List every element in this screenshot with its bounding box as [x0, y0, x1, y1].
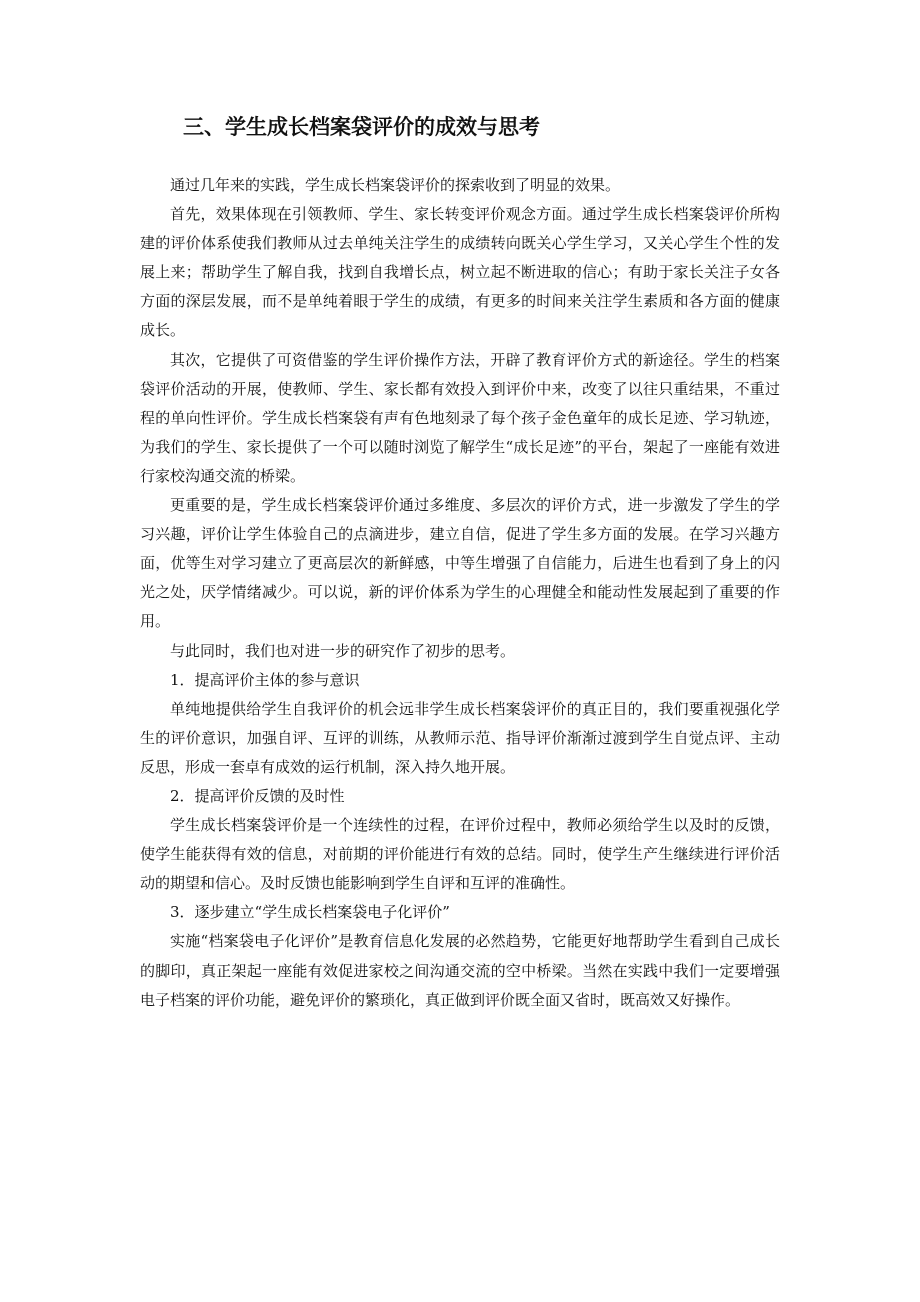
paragraph-point-2: 学生成长档案袋评价是一个连续性的过程，在评价过程中，教师必须给学生以及时的反馈，使学生能获得有效的信息，对前期的评价能进行有效的总结。同时，使学生产生继续进行评价活动的期望和信心。及时反馈也能影响到学生自评和互评的准确性。 [140, 816, 780, 893]
paragraph-point-1: 单纯地提供给学生自我评价的机会远非学生成长档案袋评价的真正目的，我们要重视强化学生的评价意识，加强自评、互评的训练，从教师示范、指导评价渐渐过渡到学生自觉点评、主动反思，形成一套卓有成效的运行机制，深入持久地开展。 [140, 699, 780, 776]
paragraph-first-effect: 首先，效果体现在引领教师、学生、家长转变评价观念方面。通过学生成长档案袋评价所构建的评价体系使我们教师从过去单纯关注学生的成绩转向既关心学生学习，又关心学生个性的发展上来；帮助学生了解自我，找到自我增长点，树立起不断进取的信心；有助于家长关注子女各方面的深层发展，而不是单纯着眼于学生的成绩，有更多的时间来关注学生素质和各方面的健康成长。 [140, 205, 780, 340]
paragraph-second-effect: 其次，它提供了可资借鉴的学生评价操作方法，开辟了教育评价方式的新途径。学生的档案袋评价活动的开展，使教师、学生、家长都有效投入到评价中来，改变了以往只重结果，不重过程的单向性评价。学生成长档案袋有声有色地刻录了每个孩子金色童年的成长足迹、学习轨迹，为我们的学生、家长提供了一个可以随时浏览了解学生“成长足迹”的平台，架起了一座能有效进行家校沟通交流的桥梁。 [140, 350, 780, 485]
document-body [140, 171, 780, 1015]
subheading-2: 2．提高评价反馈的及时性 [170, 786, 345, 805]
paragraph-results-intro: 通过几年来的实践，学生成长档案袋评价的探索收到了明显的效果。 [170, 176, 621, 194]
subheading-3: 3．逐步建立“学生成长档案袋电子化评价” [170, 903, 450, 922]
paragraph-third-effect: 更重要的是，学生成长档案袋评价通过多维度、多层次的评价方式，进一步激发了学生的学习兴趣，评价让学生体验自己的点滴进步，建立自信，促进了学生多方面的发展。在学习兴趣方面，优等生对学习建立了更高层次的新鲜感，中等生增强了自信能力，后进生也看到了身上的闪光之处，厌学情绪减少。可以说，新的评价体系为学生的心理健全和能动性发展起到了重要的作用。 [140, 496, 780, 631]
paragraph-point-3: 实施“档案袋电子化评价”是教育信息化发展的必然趋势，它能更好地帮助学生看到自己成长的脚印，真正架起一座能有效促进家校之间沟通交流的空中桥梁。当然在实践中我们一定要增强电子档案的评价功能，避免评价的繁琐化，真正做到评价既全面又省时，既高效又好操作。 [140, 932, 780, 1009]
section-heading: 三、学生成长档案袋评价的成效与思考 [183, 115, 540, 139]
paragraph-reflection-intro: 与此同时，我们也对进一步的研究作了初步的思考。 [170, 641, 516, 660]
subheading-1: 1．提高评价主体的参与意识 [170, 670, 360, 689]
